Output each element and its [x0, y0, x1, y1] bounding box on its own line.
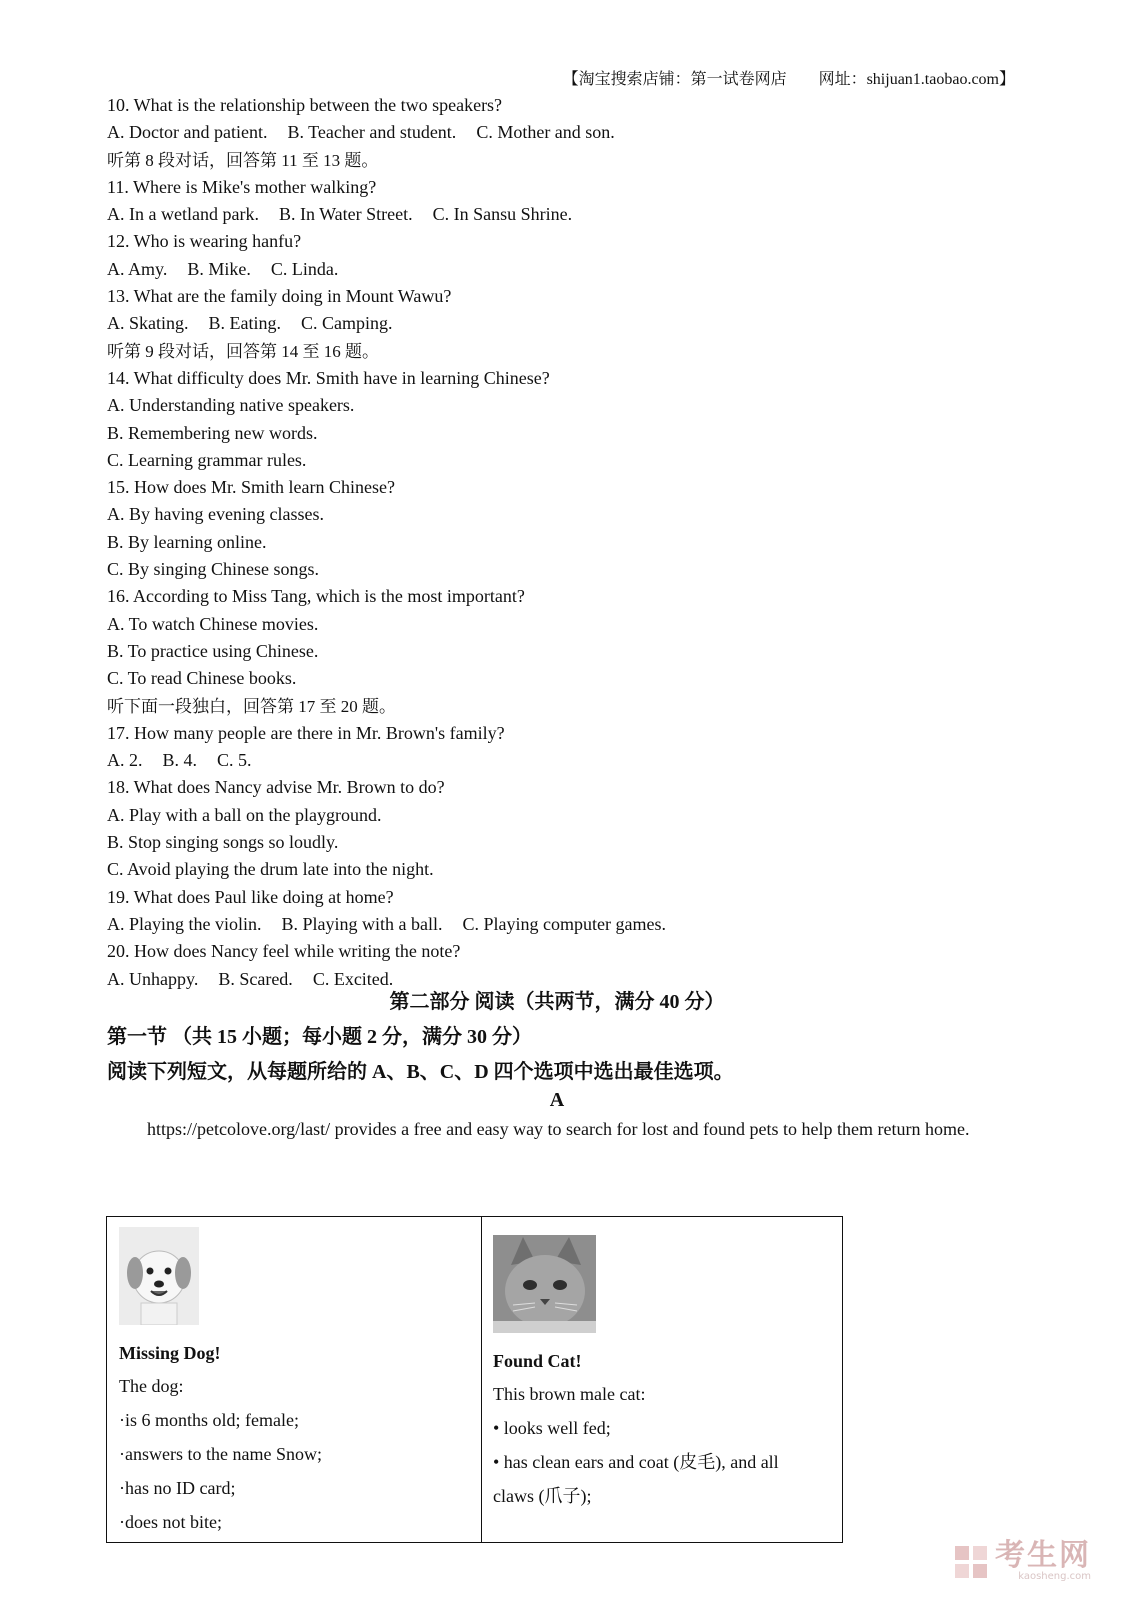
question-line: 14. What difficulty does Mr. Smith have in learning Chinese?: [107, 367, 550, 388]
part2-title: 第二部分 阅读（共两节，满分 40 分）: [389, 991, 725, 1013]
question-line: 10. What is the relationship between the two speakers?: [107, 95, 503, 115]
answer-option: C. Playing computer games.: [462, 913, 666, 934]
question-line: C. By singing Chinese songs.: [107, 559, 320, 580]
answer-option: C. Linda.: [270, 258, 339, 279]
watermark-text: 考生网: [995, 1538, 1091, 1573]
found-cat-ad: [482, 1217, 842, 1542]
answer-option: A. Doctor and patient.: [107, 122, 268, 143]
pet-ads-table: [106, 1216, 843, 1543]
answer-option: A. Skating.: [107, 313, 189, 334]
question-line: B. By learning online.: [107, 531, 267, 552]
question-line: A. Understanding native speakers.: [107, 395, 355, 416]
answer-option: C. In Sansu Shrine.: [432, 204, 573, 225]
section-direction: 听第 9 段对话，回答第 14 至 16 题。: [107, 341, 379, 361]
section-direction: 听第 8 段对话，回答第 11 至 13 题。: [107, 150, 379, 170]
question-line: 12. Who is wearing hanfu?: [107, 231, 302, 252]
question-line: B. Stop singing songs so loudly.: [107, 832, 339, 853]
answer-options: [107, 747, 1007, 774]
question-line: A. To watch Chinese movies.: [107, 613, 319, 634]
cat-detail-line: • has clean ears and coat (皮毛), and all: [493, 1452, 779, 1472]
answer-option: C. Camping.: [301, 313, 393, 334]
missing-dog-heading: Missing Dog!: [119, 1343, 221, 1363]
site-watermark: [953, 1538, 1091, 1582]
passage-letter: A: [549, 1089, 565, 1111]
watermark-sub: kaosheng.com: [1018, 1571, 1091, 1582]
section-direction: 听下面一段独白，回答第 17 至 20 题。: [107, 696, 396, 716]
answer-option: C. 5.: [217, 750, 252, 771]
cat-detail-line: • looks well fed;: [493, 1418, 611, 1438]
question-line: C. To read Chinese books.: [107, 668, 297, 689]
listening-questions: [107, 92, 1007, 993]
answer-option: B. Playing with a ball.: [281, 913, 443, 934]
answer-options: [107, 201, 1007, 228]
question-line: 15. How does Mr. Smith learn Chinese?: [107, 477, 395, 498]
answer-option: B. Mike.: [187, 258, 251, 279]
question-line: 17. How many people are there in Mr. Brown's family?: [107, 722, 505, 743]
question-line: 16. According to Miss Tang, which is the most important?: [107, 586, 525, 607]
answer-option: B. Teacher and student.: [287, 122, 457, 143]
answer-option: A. Playing the violin.: [107, 913, 262, 934]
answer-option: A. 2.: [107, 750, 143, 771]
answer-option: A. Unhappy.: [107, 968, 199, 989]
exam-content: [107, 92, 1007, 1532]
passage-intro: https://petcolove.org/last/ provides a free and easy way to search for lost and found pets to help them return home.: [147, 1119, 970, 1139]
question-line: C. Learning grammar rules.: [107, 449, 307, 470]
answer-option: C. Mother and son.: [476, 122, 615, 143]
cat-photo: [493, 1235, 596, 1333]
answer-options: [107, 256, 1007, 283]
answer-options: [107, 119, 1007, 146]
answer-option: B. 4.: [162, 750, 198, 771]
kaosheng-logo-icon: [953, 1544, 989, 1580]
reading-instruction: 阅读下列短文，从每题所给的 A、B、C、D 四个选项中选出最佳选项。: [107, 1061, 734, 1083]
missing-dog-details: [119, 1369, 481, 1539]
dog-detail-line: The dog:: [119, 1376, 184, 1396]
header-note: 【淘宝搜索店铺：第一试卷网店 网址：shijuan1.taobao.com】: [562, 71, 1015, 88]
question-line: 11. Where is Mike's mother walking?: [107, 176, 377, 197]
dog-photo: [119, 1227, 199, 1325]
question-line: 20. How does Nancy feel while writing the note?: [107, 941, 461, 962]
answer-options: [107, 911, 1007, 938]
answer-option: B. In Water Street.: [278, 204, 413, 225]
dog-detail-line: ·does not bite;: [119, 1512, 222, 1532]
question-line: A. Play with a ball on the playground.: [107, 804, 382, 825]
dog-detail-line: ·has no ID card;: [119, 1478, 236, 1498]
section1-title: 第一节 （共 15 小题；每小题 2 分，满分 30 分）: [107, 1026, 532, 1048]
missing-dog-ad: [107, 1217, 482, 1542]
question-line: C. Avoid playing the drum late into the night.: [107, 859, 434, 880]
question-line: B. To practice using Chinese.: [107, 640, 319, 661]
answer-option: C. Excited.: [312, 968, 394, 989]
question-line: A. By having evening classes.: [107, 504, 324, 525]
found-cat-heading: Found Cat!: [493, 1351, 582, 1371]
dog-detail-line: ·answers to the name Snow;: [119, 1444, 322, 1464]
answer-option: A. In a wetland park.: [107, 204, 259, 225]
cat-detail-line: claws (爪子);: [493, 1486, 592, 1506]
answer-option: B. Eating.: [208, 313, 282, 334]
question-line: B. Remembering new words.: [107, 422, 318, 443]
answer-options: [107, 310, 1007, 337]
cat-detail-line: This brown male cat:: [493, 1384, 646, 1404]
answer-option: B. Scared.: [218, 968, 293, 989]
question-line: 13. What are the family doing in Mount Wawu?: [107, 286, 452, 307]
found-cat-details: [493, 1377, 842, 1513]
answer-option: A. Amy.: [107, 258, 168, 279]
question-line: 18. What does Nancy advise Mr. Brown to do?: [107, 777, 445, 798]
dog-detail-line: ·is 6 months old; female;: [119, 1410, 299, 1430]
question-line: 19. What does Paul like doing at home?: [107, 886, 394, 907]
